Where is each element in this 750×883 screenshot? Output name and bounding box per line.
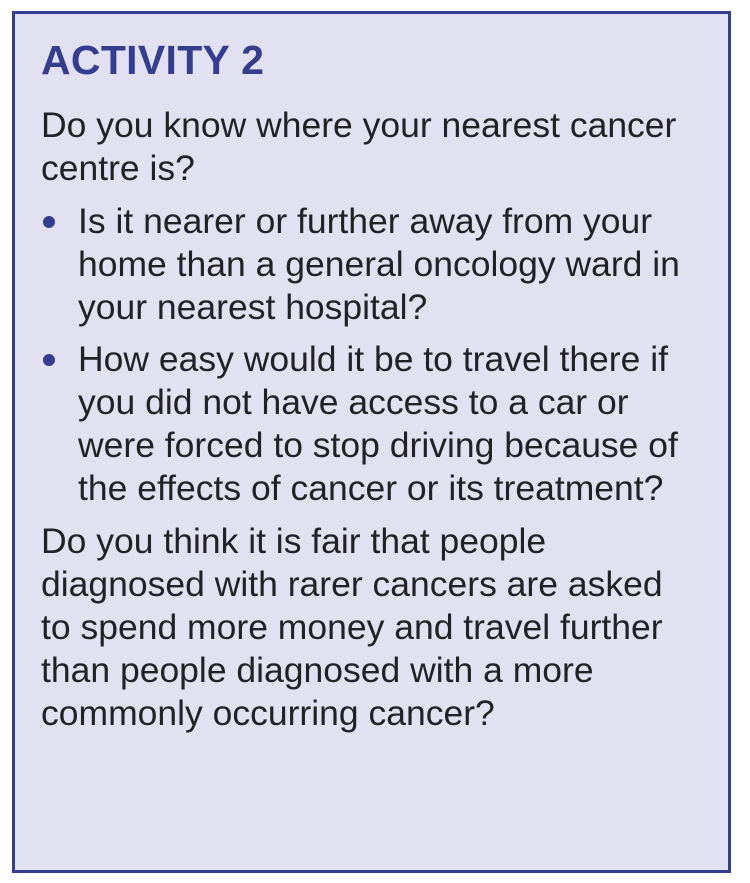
bullet-list (41, 200, 702, 510)
list-item (41, 200, 702, 329)
bullet-text: How easy would it be to travel there if you did not have access to a car or were forced to stop driving because of the effects of cancer or its treatment? (78, 339, 678, 508)
list-item (41, 338, 702, 510)
activity-box (12, 11, 731, 873)
intro-question: Do you know where your nearest cancer centre is? (41, 105, 677, 188)
closing-question: Do you think it is fair that people diagnosed with rarer cancers are asked to spend more money and travel further than people diagnosed with a more commonly occurring cancer? (41, 521, 663, 733)
bullet-dot-icon (43, 216, 55, 228)
bullet-dot-icon (43, 354, 55, 366)
activity-title: ACTIVITY 2 (41, 37, 265, 83)
bullet-text: Is it nearer or further away from your home than a general oncology ward in your nearest hospital? (78, 201, 680, 327)
